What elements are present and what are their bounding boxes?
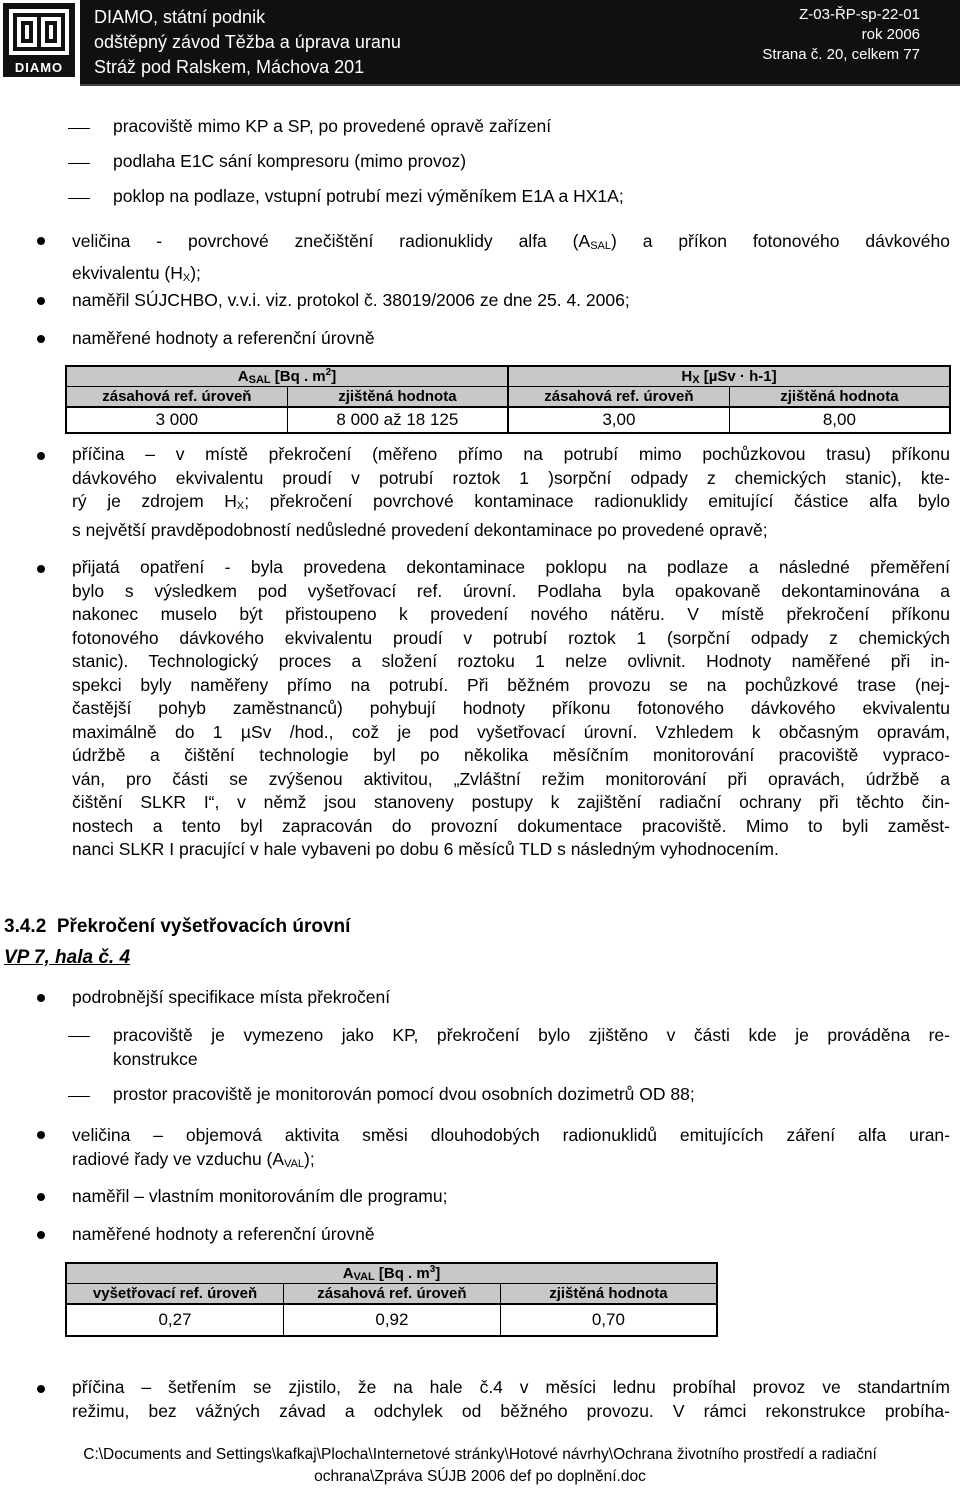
document-code: Z-03-ŘP-sp-22-01 (799, 6, 920, 23)
text-line: konstrukce (113, 1048, 198, 1069)
list-item-text: prostor pracoviště je monitorován pomocí dvou osobních dozimetrů OD 88; (113, 1084, 695, 1104)
column-header: zásahová ref. úroveň (66, 387, 287, 408)
text-line: ekvivalentu (HX); (72, 262, 201, 284)
text-line: údržbě a čištění technologie byl po několika měsíčním monitorování pracoviště vypraco- (72, 745, 950, 765)
list-item-text (113, 1024, 950, 1071)
text-line: čištění SLKR I“, v němž jsou stanoveny postupy k zajištění radiační ochrany při těchto čin- (72, 792, 950, 812)
table-cell: 8 000 až 18 125 (287, 407, 508, 433)
list-item-text: podlaha E1C sání kompresoru (mimo provoz) (113, 151, 467, 171)
text-line: dávkového ekvivalentu proudí v potrubí roztok 1 )sorpční odpady z chemických stanic), kte- (72, 467, 950, 488)
column-header: zásahová ref. úroveň (508, 387, 729, 408)
org-address: Stráž pod Ralskem, Máchova 201 (94, 57, 365, 77)
bullet-marker (37, 297, 45, 305)
text-line: pracoviště je vymezeno jako KP, překročení bylo zjištěno v části kde je prováděna re- (113, 1025, 950, 1045)
group-header-asal: ASAL [Bq . $m^2$] (66, 366, 508, 387)
text-line: spekci byly naměřeny přímo na potrubí. Při běžném provozu se na pochůzkové trase (nej- (72, 674, 950, 695)
dash-marker (68, 1096, 90, 1097)
text-line: nakonec muselo být přistoupeno k provedení nového nátěru. V místě překročení příkonu (72, 604, 950, 624)
organization-block (80, 0, 740, 86)
bullet-marker (37, 452, 45, 460)
text-line: režimu, bez vážných závad a odchylek od běžného provozu. V rámci rekonstrukce probíha- (72, 1400, 950, 1421)
section-heading (4, 916, 350, 938)
bullet-marker (37, 335, 45, 343)
text-line: příčina – šetřením se zjistilo, že na hale č.4 v měsíci lednu probíhal provoz ve standartním (72, 1377, 950, 1397)
diamo-logo (3, 3, 75, 77)
file-path-line: ochrana\Zpráva SÚJB 2006 def po doplnění.doc (314, 1468, 646, 1485)
section-number: 3.4.2 (4, 916, 47, 937)
text-line: radiové řady ve vzduchu (AVAL); (72, 1148, 315, 1170)
measurement-table-air (65, 1262, 718, 1337)
text-line: nostech a tento byl zapracován do provozní dokumentace pracoviště. Mimo to byli zaměst- (72, 815, 950, 836)
dash-marker (68, 128, 90, 129)
diamo-emblem-icon (3, 3, 75, 59)
table-cell: 3,00 (508, 407, 729, 433)
page-header (0, 0, 960, 86)
column-header: zjištěná hodnota (500, 1284, 717, 1305)
text-line: rý je zdrojem HX; překročení povrchové kontaminace radionuklidy emitující částice alfa bylo (72, 491, 950, 512)
text-line: nanci SLKR I pracující v hale vybaveni po dobu 6 měsíců TLD s následným vyhodnocením. (72, 839, 779, 859)
bullet-marker (37, 565, 45, 573)
table-cell: 0,27 (66, 1304, 284, 1336)
dash-marker (68, 163, 90, 164)
dash-marker (68, 1036, 90, 1037)
column-header: vyšetřovací ref. úroveň (66, 1284, 284, 1305)
table-cell: 3 000 (66, 407, 287, 433)
quantity-text (72, 230, 950, 290)
list-item-text: poklop na podlaze, vstupní potrubí mezi výměníkem E1A a HX1A; (113, 186, 624, 206)
measurement-table-surface (65, 365, 951, 434)
column-header: zásahová ref. úroveň (284, 1284, 501, 1305)
column-header: zjištěná hodnota (729, 387, 950, 408)
cause-paragraph (72, 443, 950, 542)
text-line: fotonového dávkového ekvivalentu proudí v potrubí roztok 1 (sorpční odpady z chemických (72, 627, 950, 648)
bullet-marker (37, 1231, 45, 1239)
list-item-text: naměřené hodnoty a referenční úrovně (72, 1224, 375, 1244)
text-line: příčina – v místě překročení (měřeno přímo na potrubí mimo pochůzkovou trasu) příkonu (72, 444, 950, 464)
bullet-marker (37, 1385, 45, 1393)
header-divider (80, 84, 960, 86)
document-year: rok 2006 (861, 26, 920, 43)
org-name: DIAMO, státní podnik (94, 7, 266, 27)
table-cell: 8,00 (729, 407, 950, 433)
logo-text: DIAMO (14, 60, 64, 75)
text-line: stanic). Technologický proces a složení roztoku 1 nelze ovlivnit. Hodnoty naměřené při in- (72, 651, 950, 671)
table-cell: 0,70 (500, 1304, 717, 1336)
bullet-marker (37, 237, 45, 245)
text-line: veličina – objemová aktivita směsi dlouhodobých radionuklidů emitujících záření alfa uran- (72, 1125, 950, 1145)
section-title: Překročení vyšetřovacích úrovní (56, 916, 351, 937)
list-item-text: naměřil – vlastním monitorováním dle programu; (72, 1186, 448, 1206)
quantity-text (72, 1124, 950, 1176)
list-item-text: podrobnější specifikace místa překročení (72, 987, 391, 1007)
section-subheading: VP 7, hala č. 4 (4, 947, 131, 968)
list-item-text: pracoviště mimo KP a SP, po provedené opravě zařízení (113, 116, 552, 136)
column-header: zjištěná hodnota (287, 387, 508, 408)
bullet-marker (37, 994, 45, 1002)
document-info-block (740, 0, 960, 86)
text-line: častější pohyb zaměstnanců) pohybují hodnoty příkonu fotonového dávkového ekvivalentu (72, 698, 950, 718)
text-line: přijatá opatření - byla provedena dekontaminace poklopu na podlaze a následné přeměření (72, 557, 950, 577)
table-cell: 0,92 (284, 1304, 501, 1336)
org-division: odštěpný závod Těžba a úprava uranu (94, 32, 401, 52)
file-path-line: C:\Documents and Settings\kafkaj\Plocha\Internetové stránky\Hotové návrhy\Ochrana životního prostředí a radiační (83, 1446, 877, 1463)
text-line: bylo s výsledkem pod vyšetřovací ref. úrovní. Podlaha byla opakovaně dekontaminována a (72, 580, 950, 601)
list-item-text: naměřil SÚJCHBO, v.v.i. viz. protokol č. 38019/2006 ze dne 25. 4. 2006; (72, 290, 630, 310)
text-line: maximálně do 1 µSv /hod., což je pod vyšetřovací úrovní. Vzhledem k občasným opravám, (72, 721, 950, 742)
group-header-aval: AVAL [Bq . $m^3$] (66, 1263, 717, 1284)
dash-marker (68, 198, 90, 199)
text-line: ván, pro části se zvýšenou aktivitou, „Zvláštní režim monitorování při opravách, údržbě a (72, 768, 950, 789)
group-header-hx: HX [µSv · h-1] (508, 366, 950, 387)
list-item-text: naměřené hodnoty a referenční úrovně (72, 328, 375, 348)
text-line: veličina - povrchové znečištění radionuklidy alfa (ASAL) a příkon fotonového dávkového (72, 231, 950, 252)
page-footer (0, 1444, 960, 1488)
text-line: s největší pravděpodobností nedůsledné provedení dekontaminace po provedené opravě; (72, 519, 768, 540)
cause-paragraph (72, 1376, 950, 1423)
page-info: Strana č. 20, celkem 77 (762, 46, 920, 63)
measures-paragraph (72, 556, 950, 862)
bullet-marker (37, 1131, 45, 1139)
bullet-marker (37, 1193, 45, 1201)
